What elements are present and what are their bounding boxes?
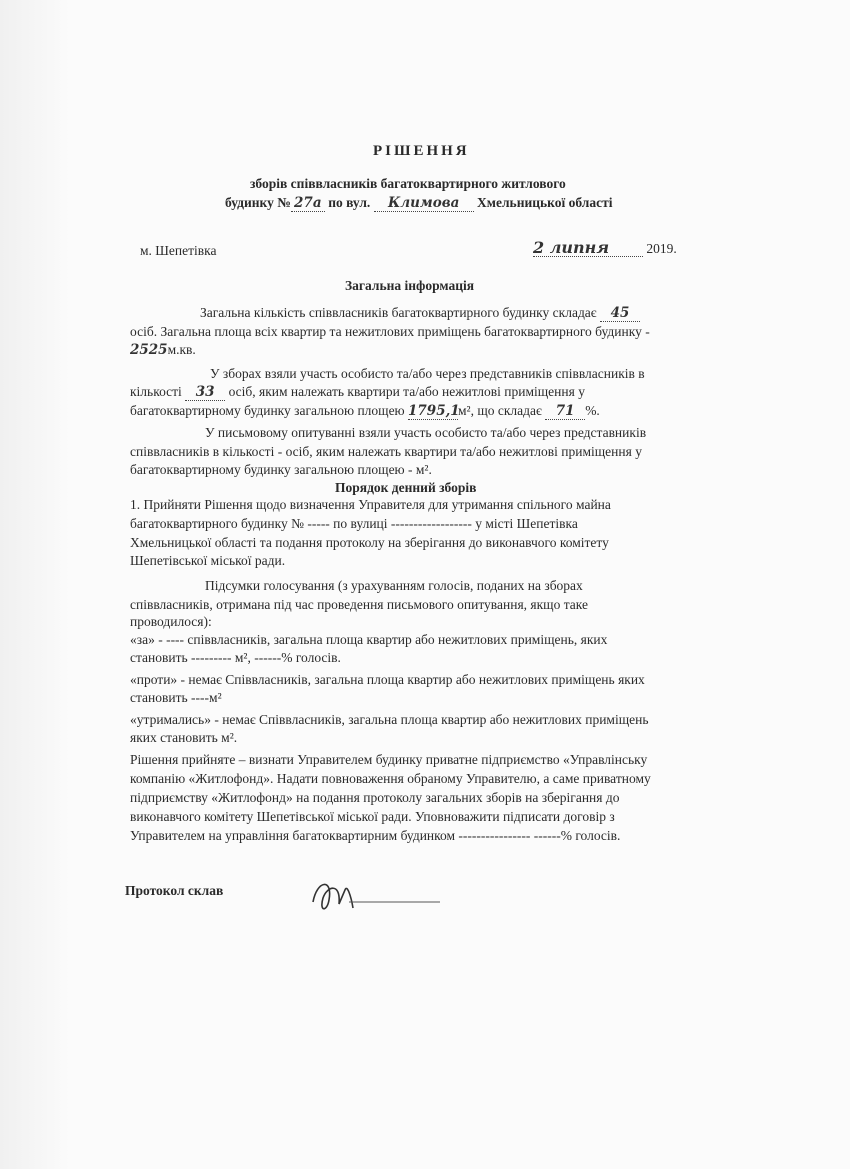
section-general-heading: Загальна інформація bbox=[345, 278, 475, 293]
p2-percent: 71 bbox=[545, 403, 585, 420]
resolution-line-2: компанію «Житлофонд». Надати повноваження обраному Управителю, а саме приватному bbox=[130, 771, 651, 786]
vote-line-2: співвласників, отримана під час проведення письмового опитування, якщо таке bbox=[130, 597, 588, 612]
p1-unit: м.кв. bbox=[167, 342, 196, 357]
p2-area-prefix: багатоквартирному будинку загальною площею bbox=[130, 403, 405, 418]
p1-text-a: Загальна кількість співвласників багатоквартирного будинку складає bbox=[200, 305, 597, 320]
agenda-line-1: 1. Прийняти Рішення щодо визначення Управителя для утримання спільного майна bbox=[130, 497, 611, 512]
vote-line-1: Підсумки голосування (з урахуванням голосів, поданих на зборах bbox=[205, 578, 583, 593]
house-number: 27а bbox=[291, 195, 325, 212]
vote-abstain-line-1: «утримались» - немає Співвласників, загальна площа квартир або нежитлових приміщень bbox=[130, 712, 649, 727]
p1-owners-count: 45 bbox=[600, 305, 640, 322]
agenda-line-4: Шепетівської міської ради. bbox=[130, 553, 286, 568]
p2-line-3 bbox=[130, 403, 600, 420]
date-year: 2019. bbox=[646, 241, 677, 256]
agenda-line-2: багатоквартирного будинку № ----- по вулиці ------------------ у місті Шепетівка bbox=[130, 516, 578, 531]
p1-line-3 bbox=[130, 342, 196, 358]
p1-line-1 bbox=[200, 305, 640, 322]
date bbox=[533, 240, 677, 257]
protocol-author-label: Протокол склав bbox=[125, 883, 224, 898]
vote-for-line-1: «за» - ---- співвласників, загальна площа квартир або нежитлових приміщень, яких bbox=[130, 632, 608, 647]
vote-for-line-2: становить --------- м², ------% голосів. bbox=[130, 650, 341, 665]
signature bbox=[305, 870, 445, 920]
p1-total-area: 2525 bbox=[130, 342, 168, 358]
resolution-line-3: підприємству «Житлофонд» на подання протоколу загальних зборів на зберігання до bbox=[130, 790, 620, 805]
vote-abstain-line-2: яких становить м². bbox=[130, 730, 238, 745]
p2-line-2 bbox=[130, 384, 585, 401]
scan-shadow bbox=[0, 0, 70, 1169]
p3-line-3: багатоквартирному будинку загальною площею - м². bbox=[130, 462, 432, 477]
region-text: Хмельницької області bbox=[477, 195, 613, 210]
p2-suffix: осіб, яким належать квартири та/або нежитлові приміщення у bbox=[228, 384, 585, 399]
p2-participants-area: 1795,1 bbox=[408, 403, 460, 419]
subtitle-prefix: будинку № bbox=[225, 195, 291, 210]
date-handwritten: 2 липня bbox=[533, 240, 643, 257]
vote-against-line-2: становить ----м² bbox=[130, 690, 222, 705]
resolution-line-5: Управителем на управління багатоквартирним будинком ---------------- ------% голосів. bbox=[130, 828, 621, 843]
document-title: РІШЕННЯ bbox=[373, 143, 470, 159]
p3-line-1: У письмовому опитуванні взяли участь особисто та/або через представників bbox=[205, 425, 647, 440]
p2-area-mid: м², що складає bbox=[458, 403, 542, 418]
vote-against-line-1: «проти» - немає Співвласників, загальна площа квартир або нежитлових приміщень яких bbox=[130, 672, 645, 687]
street-name: Климова bbox=[374, 195, 474, 212]
p3-line-2: співвласників в кількості - осіб, яким належать квартири та/або нежитлові приміщення у bbox=[130, 444, 642, 459]
subtitle-line-2 bbox=[225, 195, 613, 212]
resolution-line-1: Рішення прийняте – визнати Управителем будинку приватне підприємство «Управлінську bbox=[130, 752, 648, 767]
street-label: по вул. bbox=[328, 195, 371, 210]
p2-participants-count: 33 bbox=[185, 384, 225, 401]
agenda-line-3: Хмельницької області та подання протоколу на зберігання до виконавчого комітету bbox=[130, 535, 609, 550]
p1-line-2: осіб. Загальна площа всіх квартир та нежитлових приміщень багатоквартирного будинку - bbox=[130, 324, 650, 339]
section-agenda-heading: Порядок денний зборів bbox=[335, 480, 477, 495]
subtitle-line-1: зборів співвласників багатоквартирного житлового bbox=[250, 176, 566, 191]
p2-prefix: кількості bbox=[130, 384, 182, 399]
city: м. Шепетівка bbox=[140, 243, 217, 258]
resolution-line-4: виконавчого комітету Шепетівської міської ради. Уповноважити підписати договір з bbox=[130, 809, 615, 824]
vote-line-3: проводилося): bbox=[130, 614, 212, 629]
p2-percent-suffix: %. bbox=[585, 403, 600, 418]
p2-line-1: У зборах взяли участь особисто та/або через представників співвласників в bbox=[210, 366, 645, 381]
